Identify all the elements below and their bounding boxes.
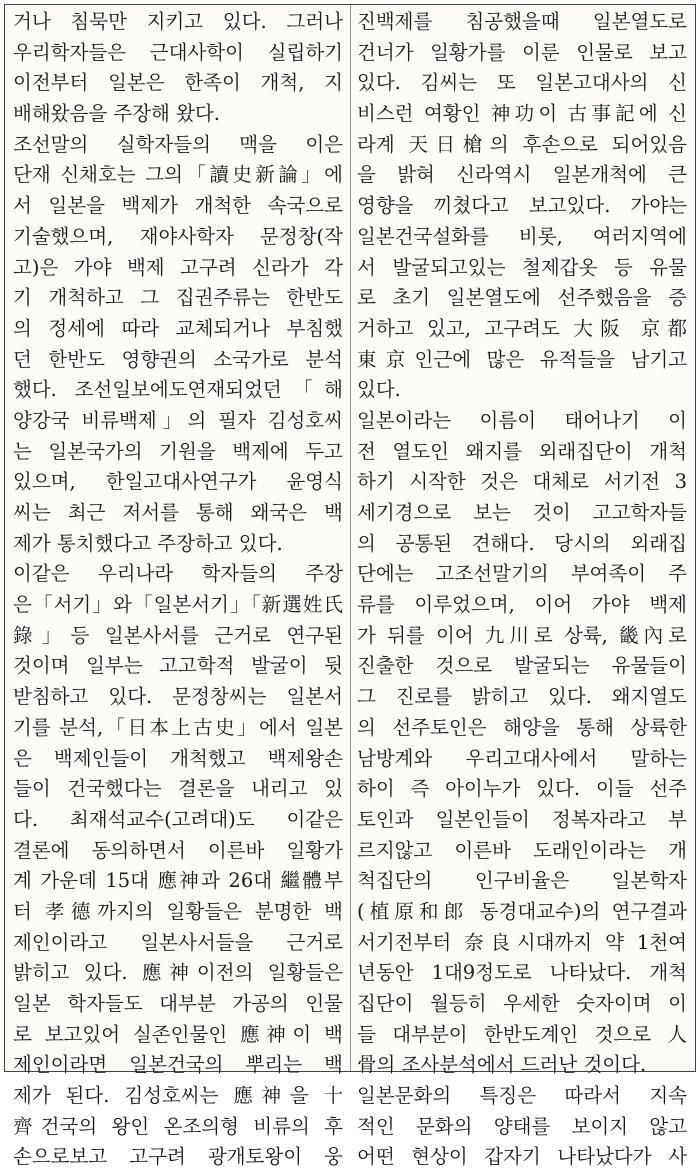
- text-line: 의 정세에 따라 교체되거나 부침했: [13, 316, 343, 340]
- text-line: 기술했으며, 재야사학자 문정창(작: [13, 224, 343, 248]
- text-line: 있다. 김씨는 또 일본고대사의 신: [357, 71, 687, 95]
- text-line: 전 열도인 왜지를 외래집단이 개척: [357, 439, 687, 463]
- text-line: 서기전부터 奈良시대까지 약 1천여: [357, 930, 687, 954]
- text-line: 로 보고있어 실존인물인 應神이 백: [13, 1022, 343, 1046]
- text-line: 기를 분석,「日本上古史」에서 일본: [13, 715, 343, 739]
- text-line: 들 대부분이 한반도계인 것으로 人: [357, 1022, 687, 1046]
- text-line: 일본 학자들도 대부분 가공의 인물: [13, 992, 343, 1015]
- text-line: 은「서기」와「일본서기」「新選姓氏: [13, 593, 343, 617]
- text-line: 로 초기 일본열도에 선주했음을 증: [357, 286, 687, 310]
- text-line: 서 발굴되고있는 철제갑옷 등 유물: [357, 255, 687, 279]
- column-divider: [350, 5, 351, 1071]
- text-line: 류를 이루었으며, 이어 가야 백제: [357, 593, 687, 617]
- text-line: 던 한반도 영향권의 소국가로 분석: [13, 347, 343, 371]
- text-line: 하기 시작한 것은 대체로 서기전 3: [357, 470, 687, 494]
- text-line: 거나 침묵만 지키고 있다. 그러나: [13, 10, 343, 33]
- text-line: 제가 된다. 김성호씨는 應神을 十: [13, 1084, 343, 1108]
- text-line: 받침하고 있다. 문정창씨는 일본서: [13, 685, 343, 709]
- text-line: 어떤 현상이 갑자기 나타났다가 사: [357, 1145, 687, 1169]
- text-line: 진백제를 침공했을때 일본열도로: [357, 10, 687, 33]
- text-line: 년동안 1대9정도로 나타났다. 개척: [357, 961, 687, 985]
- text-line: 남방계와 우리고대사에서 말하는: [357, 746, 687, 770]
- text-line: 일본이라는 이름이 태어나기 이: [357, 408, 687, 432]
- text-line: 이전부터 일본은 한족이 개척, 지: [13, 71, 343, 95]
- text-line: 손으로보고 고구려 광개토왕이 웅: [13, 1145, 343, 1169]
- text-line: 이같은 우리나라 학자들의 주장: [13, 562, 343, 586]
- text-line: 을 밝혀 신라역시 일본개척에 큰: [357, 163, 687, 187]
- text-line: 했다. 조선일보에도연재되었던「해: [13, 378, 343, 402]
- text-line: 영향을 끼쳤다고 보고있다. 가야는: [357, 194, 687, 218]
- text-line: 고)은 가야 백제 고구려 신라가 각: [13, 255, 343, 279]
- text-line: 그 진로를 밝히고 있다. 왜지열도: [357, 685, 687, 709]
- text-line: 밝히고 있다. 應神이전의 일황들은: [13, 961, 343, 985]
- newspaper-page: [4, 4, 696, 1169]
- text-line: 양강국 비류백제」의 필자 김성호씨: [13, 408, 343, 432]
- text-line: 東京인근에 많은 유적들을 남기고: [357, 347, 687, 371]
- text-line: 씨는 최근 저서를 통해 왜국은 백: [13, 501, 343, 524]
- text-line: 다. 최재석교수(고려대)도 이같은: [13, 807, 343, 831]
- text-line: 은 백제인들이 개척했고 백제왕손: [13, 746, 343, 770]
- text-line: 건너가 일황가를 이룬 인물로 보고: [357, 40, 687, 64]
- text-line: 하이 즉 아이누가 있다. 이들 선주: [357, 777, 687, 801]
- text-line: 거하고 있고, 고구려도 大阪 京都: [357, 316, 687, 340]
- text-line: 세기경으로 보는 것이 고고학자들: [357, 501, 687, 524]
- text-line: 錄」등 일본사서를 근거로 연구된: [13, 623, 343, 647]
- text-line: 의 선주토인은 해양을 통해 상륙한: [357, 715, 687, 739]
- text-line: 기 개척하고 그 집권주류는 한반도: [13, 286, 343, 310]
- text-line: 배해왔음을 주장해 왔다.: [13, 102, 220, 126]
- text-line: 가 뒤를 이어 九川로 상륙, 畿內로: [357, 623, 687, 647]
- text-line: 것이며 일부는 고고학적 발굴이 뒷: [13, 654, 343, 678]
- text-line: 터 孝德까지의 일황들은 분명한 백: [13, 899, 343, 923]
- text-column-left: [13, 7, 343, 1173]
- text-line: 들이 건국했다는 결론을 내리고 있: [13, 777, 343, 801]
- text-column-right: [357, 7, 687, 1173]
- text-line: (植原和郎 동경대교수)의 연구결과: [357, 899, 687, 923]
- text-line: 서 일본을 백제가 개척한 속국으로: [13, 194, 343, 218]
- text-line: 의 공통된 견해다. 당시의 외래집: [357, 531, 687, 555]
- text-line: 우리학자들은 근대사학이 실립하기: [13, 40, 343, 64]
- text-line: 집단이 월등히 우세한 숫자이며 이: [357, 992, 687, 1015]
- text-line: 있으며, 한일고대사연구가 윤영식: [13, 470, 343, 494]
- text-line: 진출한 것으로 발굴되는 유물들이: [357, 654, 687, 678]
- text-line: 라계 天日槍의 후손으로 되어있음: [357, 132, 687, 156]
- text-line: 조선말의 실학자들의 맥을 이은: [13, 132, 343, 156]
- text-line: 척집단의 인구비율은 일본학자: [357, 869, 687, 893]
- text-line: 있다.: [357, 378, 401, 402]
- text-line: 단재 신채호는 그의「讀史新論」에: [13, 163, 343, 187]
- text-line: 제인이라면 일본건국의 뿌리는 백: [13, 1053, 343, 1077]
- text-line: 적인 문화의 양태를 보이지 않고: [357, 1114, 687, 1138]
- text-line: 일본문화의 특징은 따라서 지속: [357, 1084, 687, 1108]
- text-line: 齊건국의 왕인 온조의형 비류의 후: [13, 1114, 343, 1138]
- text-line: 비스런 여황인 神功이 古事記에 신: [357, 102, 687, 126]
- text-line: 는 일본국가의 기원을 백제에 두고: [13, 439, 343, 463]
- text-line: 르지않고 이른바 도래인이라는 개: [357, 838, 687, 862]
- text-line: 결론에 동의하면서 이른바 일황가: [13, 838, 343, 862]
- text-line: 骨의 조사분석에서 드러난 것이다.: [357, 1053, 647, 1077]
- text-line: 토인과 일본인들이 정복자라고 부: [357, 807, 687, 831]
- text-line: 일본건국설화를 비롯, 여러지역에: [357, 224, 687, 248]
- text-line: 단에는 고조선말기의 부여족이 주: [357, 562, 687, 586]
- text-line: 제인이라고 일본사서들을 근거로: [13, 930, 343, 954]
- text-line: 제가 통치했다고 주장하고 있다.: [13, 531, 283, 555]
- text-line: 계 가운데 15대 應神과 26대 繼體부: [13, 869, 343, 893]
